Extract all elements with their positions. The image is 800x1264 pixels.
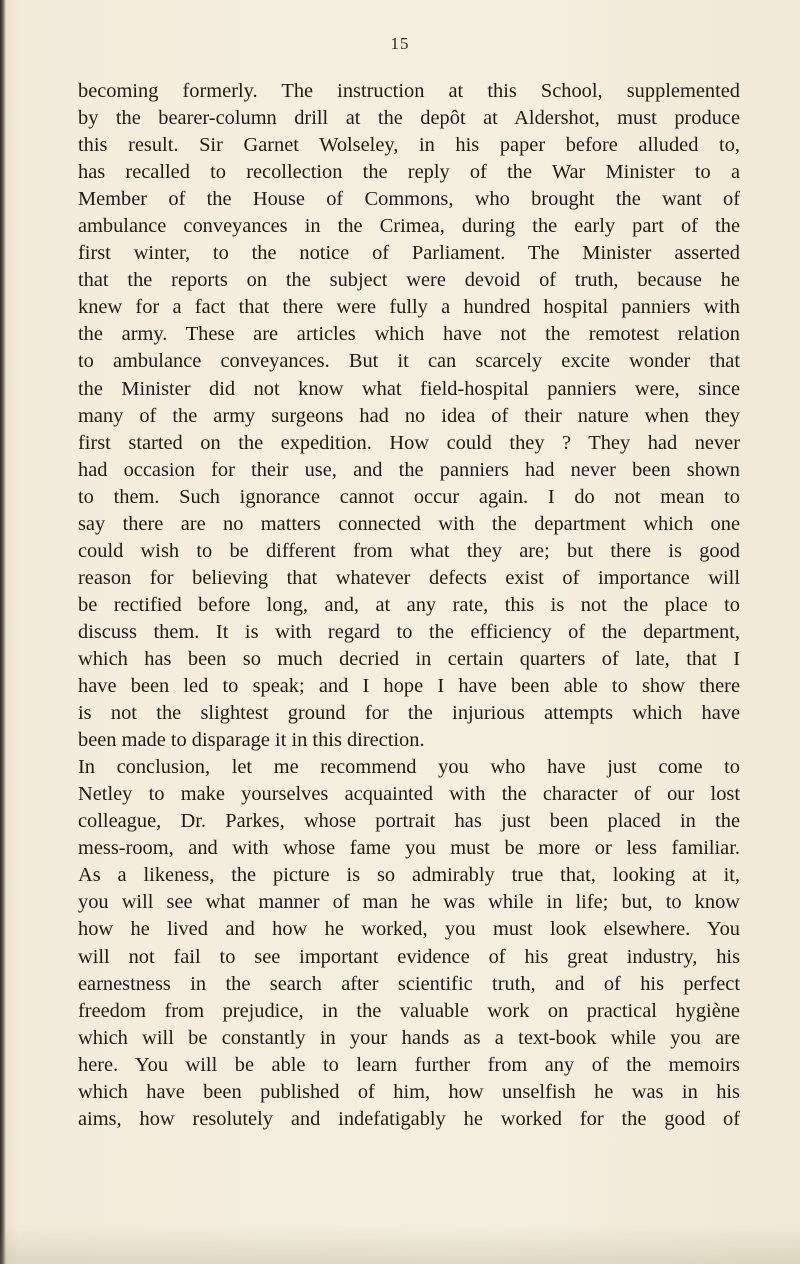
- text-line: could wish to be different from what they are; but there is good: [78, 539, 740, 562]
- paragraph: [78, 78, 740, 754]
- text-line: been made to disparage it in this direction.: [78, 729, 425, 752]
- text-line: to ambulance conveyances. But it can scarcely excite wonder that: [78, 350, 740, 373]
- text-line: the army. These are articles which have not the remotest relation: [78, 323, 740, 346]
- text-line: ambulance conveyances in the Crimea, during the early part of the: [78, 215, 740, 238]
- text-line: had occasion for their use, and the panniers had never been shown: [78, 458, 740, 481]
- text-line: Netley to make yourselves acquainted with the character of our lost: [78, 783, 740, 806]
- text-line: Member of the House of Commons, who brought the want of: [78, 188, 740, 211]
- text-line: becoming formerly. The instruction at this School, supplemented: [78, 80, 740, 102]
- text-line: first winter, to the notice of Parliament. The Minister asserted: [78, 242, 740, 265]
- text-line: many of the army surgeons had no idea of their nature when they: [78, 404, 740, 427]
- text-line: to them. Such ignorance cannot occur again. I do not mean to: [78, 485, 740, 508]
- text-line: this result. Sir Garnet Wolseley, in his paper before alluded to,: [78, 134, 740, 157]
- text-line: the Minister did not know what field-hospital panniers were, since: [78, 377, 740, 400]
- text-line: colleague, Dr. Parkes, whose portrait has just been placed in the: [78, 810, 740, 833]
- text-line: by the bearer-column drill at the depôt at Aldershot, must produce: [78, 107, 740, 130]
- text-line: first started on the expedition. How could they ? They had never: [78, 431, 740, 454]
- text-line: reason for believing that whatever defects exist of importance will: [78, 566, 740, 589]
- paragraph: [78, 754, 740, 1133]
- text-line: which has been so much decried in certain quarters of late, that I: [78, 647, 740, 670]
- page-binding-edge: [0, 0, 6, 1264]
- text-line: In conclusion, let me recommend you who have just come to: [78, 756, 740, 779]
- text-line: aims, how resolutely and indefatigably he worked for the good of: [78, 1107, 740, 1130]
- text-line: you will see what manner of man he was while in life; but, to know: [78, 891, 740, 914]
- text-line: will not fail to see important evidence of his great industry, his: [78, 945, 740, 968]
- text-line: As a likeness, the picture is so admirably true that, looking at it,: [78, 864, 740, 887]
- text-line: say there are no matters connected with the department which one: [78, 512, 740, 535]
- text-line: earnestness in the search after scientific truth, and of his perfect: [78, 972, 740, 995]
- page-bottom-shadow: [0, 1224, 800, 1264]
- text-line: is not the slightest ground for the injurious attempts which have: [78, 702, 740, 725]
- text-line: that the reports on the subject were devoid of truth, because he: [78, 269, 740, 292]
- text-line: have been led to speak; and I hope I have been able to show there: [78, 675, 740, 698]
- text-line: freedom from prejudice, in the valuable work on practical hygiène: [78, 999, 740, 1022]
- page-number: 15: [390, 34, 410, 53]
- text-line: discuss them. It is with regard to the efficiency of the department,: [78, 620, 740, 643]
- text-line: has recalled to recollection the reply of the War Minister to a: [78, 161, 740, 184]
- text-line: mess-room, and with whose fame you must be more or less familiar.: [78, 837, 740, 860]
- text-line: how he lived and how he worked, you must look elsewhere. You: [78, 918, 740, 941]
- text-line: here. You will be able to learn further from any of the memoirs: [78, 1053, 740, 1076]
- body-text: [78, 78, 740, 1133]
- text-line: which have been published of him, how unselfish he was in his: [78, 1080, 740, 1103]
- text-line: be rectified before long, and, at any rate, this is not the place to: [78, 593, 740, 616]
- text-line: knew for a fact that there were fully a hundred hospital panniers with: [78, 296, 740, 319]
- text-line: which will be constantly in your hands as a text-book while you are: [78, 1026, 740, 1049]
